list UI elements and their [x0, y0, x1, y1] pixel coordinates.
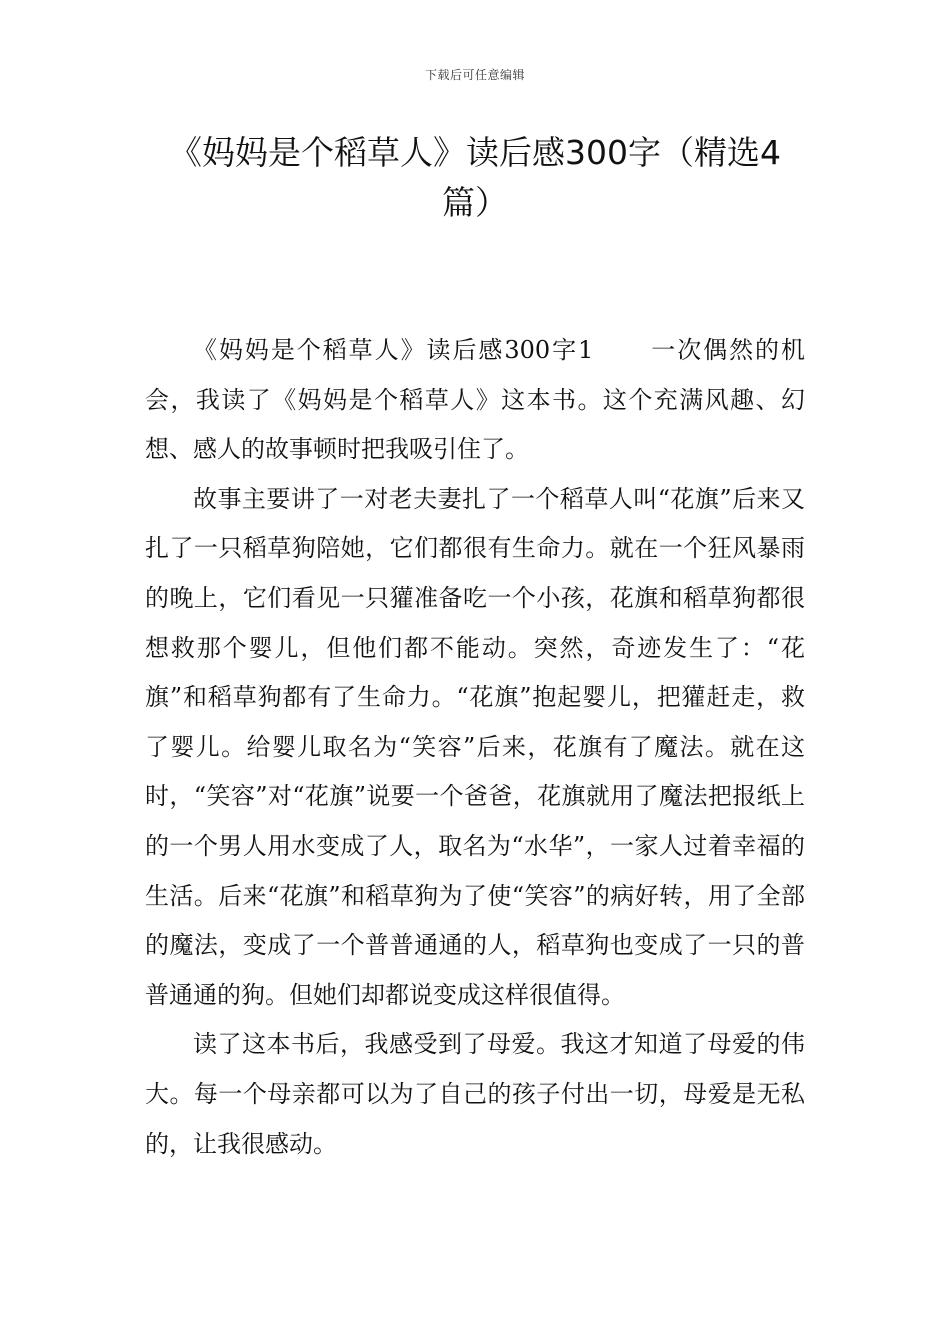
- document-body: [145, 326, 805, 1169]
- header-note: 下载后可任意编辑: [424, 68, 525, 82]
- paragraph-1-text: 一次偶然的机会，我读了《妈妈是个稻草人》这本书。这个充满风趣、幻想、感人的故事顿时把我吸引住了。: [145, 336, 806, 464]
- paragraph-3: 读了这本书后，我感受到了母爱。我这才知道了母爱的伟大。每一个母亲都可以为了自己的孩子付出一切，母爱是无私的，让我很感动。: [145, 1030, 805, 1158]
- paragraph-2: 故事主要讲了一对老夫妻扎了一个稻草人叫“花旗”后来又扎了一只稻草狗陪她，它们都很有生命力。就在一个狂风暴雨的晚上，它们看见一只獾准备吃一个小孩，花旗和稻草狗都很想救那个婴儿，但他们都不能动。突然，奇迹发生了：“花旗”和稻草狗都有了生命力。“花旗”抱起婴儿，把獾赶走，救了婴儿。给婴儿取名为“笑容”后来，花旗有了魔法。就在这时，“笑容”对“花旗”说要一个爸爸，花旗就用了魔法把报纸上的一个男人用水变成了人，取名为“水华”，一家人过着幸福的生活。后来“花旗”和稻草狗为了使“笑容”的病好转，用了全部的魔法，变成了一个普普通通的人，稻草狗也变成了一只的普普通通的狗。但她们却都说变成这样很值得。: [145, 484, 805, 1009]
- section-heading: 《妈妈是个稻草人》读后感300字1: [193, 336, 594, 364]
- paragraph-1: [145, 326, 805, 475]
- document-title: 《妈妈是个稻草人》读后感300字（精选4篇）: [169, 133, 781, 222]
